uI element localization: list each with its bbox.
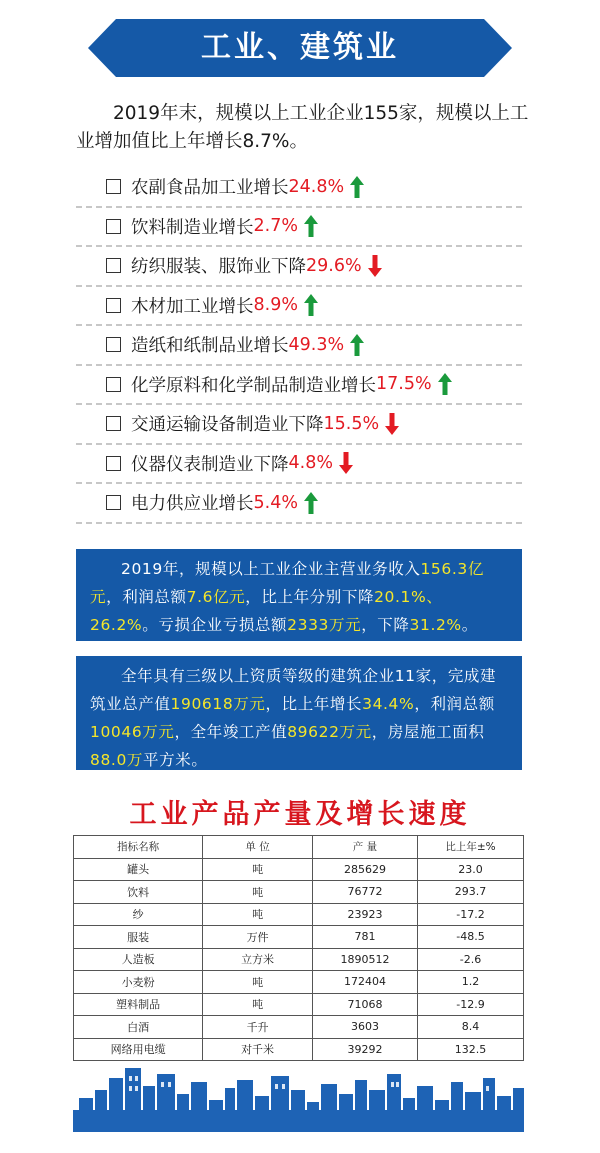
text-run: ，下降: [361, 616, 410, 634]
cell: 立方米: [203, 948, 313, 971]
text-run: 全年具有三级以上资质等级的建筑企业11家，完成建筑业总产值: [90, 667, 497, 713]
table-row: [74, 881, 524, 904]
item-value: 15.5%: [323, 413, 380, 434]
highlight-value: 89622万元: [287, 723, 372, 741]
cell: 39292: [312, 1038, 417, 1061]
cell: 人造板: [74, 948, 203, 971]
table-row: [74, 948, 524, 971]
cell: -17.2: [418, 903, 524, 926]
arrow-up-icon: [304, 215, 318, 237]
text-run: ，比上年增长: [265, 695, 363, 713]
text-run: 。: [461, 616, 478, 634]
item-value: 5.4%: [253, 492, 298, 513]
highlight-value: 34.4%: [362, 695, 415, 713]
table-row: [74, 1038, 524, 1061]
item-value: 8.9%: [253, 295, 298, 316]
item-value: 29.6%: [306, 255, 362, 276]
text-run: ，利润总额: [414, 695, 495, 713]
cell: -12.9: [418, 993, 524, 1016]
text-run: ，全年竣工产值: [174, 723, 288, 741]
text-run: ，比上年分别下降: [245, 588, 375, 606]
checkbox-icon: [106, 219, 121, 234]
highlight-value: 156.3亿元: [90, 560, 484, 606]
city-skyline-icon: [73, 1060, 524, 1132]
highlight-value: 190618万元: [170, 695, 266, 713]
cell: 吨: [203, 971, 313, 994]
highlight-value: 88.0万: [90, 751, 144, 769]
text-run: ，房屋施工面积: [371, 723, 485, 741]
cell: 172404: [312, 971, 417, 994]
section-banner: [88, 19, 512, 77]
arrow-down-icon: [339, 452, 353, 474]
highlight-value: 7.6亿元: [186, 588, 246, 606]
checkbox-icon: [106, 179, 121, 194]
highlight-value: 10046万元: [90, 723, 175, 741]
table-row: [74, 971, 524, 994]
cell: 饮料: [74, 881, 203, 904]
text-run: 。亏损企业亏损总额: [142, 616, 288, 634]
construction-box: [76, 656, 522, 770]
checkbox-icon: [106, 337, 121, 352]
item-text: 饮料制造业增长: [131, 217, 254, 238]
table-header-row: [74, 836, 524, 859]
cell: 小麦粉: [74, 971, 203, 994]
item-text: 化学原料和化学制品制造业增长: [131, 375, 376, 396]
item-text: 仪器仪表制造业下降: [131, 454, 289, 475]
item-value: 2.7%: [253, 216, 298, 237]
cell: 132.5: [418, 1038, 524, 1061]
cell: 3603: [312, 1016, 417, 1039]
cell: 吨: [203, 903, 313, 926]
item-value: 24.8%: [288, 176, 345, 197]
table-row: [74, 858, 524, 881]
cell: 万件: [203, 926, 313, 949]
industry-revenue-text: [90, 555, 508, 639]
column-header: 指标名称: [74, 836, 203, 859]
text-run: ，利润总额: [106, 588, 187, 606]
cell: 服装: [74, 926, 203, 949]
cell: 781: [312, 926, 417, 949]
cell: 285629: [312, 858, 417, 881]
cell: 23.0: [418, 858, 524, 881]
cell: 71068: [312, 993, 417, 1016]
table-row: [74, 993, 524, 1016]
arrow-up-icon: [304, 492, 318, 514]
item-text: 纺织服装、服饰业下降: [131, 257, 306, 278]
list-item: [76, 326, 522, 366]
checkbox-icon: [106, 495, 121, 510]
cell: 8.4: [418, 1016, 524, 1039]
arrow-up-icon: [438, 373, 452, 395]
column-header: 产 量: [312, 836, 417, 859]
checkbox-icon: [106, 258, 121, 273]
item-text: 木材加工业增长: [131, 296, 254, 317]
cell: -2.6: [418, 948, 524, 971]
cell: 23923: [312, 903, 417, 926]
cell: 吨: [203, 881, 313, 904]
arrow-up-icon: [350, 334, 364, 356]
item-text: 交通运输设备制造业下降: [131, 415, 324, 436]
construction-text: [90, 662, 508, 774]
item-value: 4.8%: [288, 453, 333, 474]
list-item: [76, 484, 522, 524]
list-item: [76, 405, 522, 445]
item-value: 17.5%: [376, 374, 432, 395]
cell: 吨: [203, 993, 313, 1016]
cell: -48.5: [418, 926, 524, 949]
checkbox-icon: [106, 298, 121, 313]
cell: 吨: [203, 858, 313, 881]
item-text: 造纸和纸制品业增长: [131, 336, 289, 357]
cell: 白酒: [74, 1016, 203, 1039]
table-title: 工业产品产量及增长速度: [129, 799, 471, 830]
cell: 塑料制品: [74, 993, 203, 1016]
arrow-down-icon: [385, 413, 399, 435]
arrow-down-icon: [368, 255, 382, 277]
item-text: 农副食品加工业增长: [131, 178, 289, 199]
table-row: [74, 903, 524, 926]
cell: 1890512: [312, 948, 417, 971]
cell: 网络用电缆: [74, 1038, 203, 1061]
cell: 1.2: [418, 971, 524, 994]
cell: 纱: [74, 903, 203, 926]
item-value: 49.3%: [288, 334, 345, 355]
cell: 293.7: [418, 881, 524, 904]
checkbox-icon: [106, 456, 121, 471]
list-item: [76, 445, 522, 485]
item-text: 电力供应业增长: [131, 494, 254, 515]
checkbox-icon: [106, 377, 121, 392]
highlight-value: 2333万元: [287, 616, 362, 634]
text-run: 2019年，规模以上工业企业主营业务收入: [121, 560, 421, 578]
product-output-table: [73, 835, 524, 1061]
industry-revenue-box: [76, 549, 522, 641]
arrow-up-icon: [350, 176, 364, 198]
highlight-value: 20.1%、26.2%: [90, 588, 443, 634]
cell: 76772: [312, 881, 417, 904]
table-row: [74, 926, 524, 949]
intro-paragraph: 2019年末，规模以上工业企业155家，规模以上工业增加值比上年增长8.7%。: [76, 103, 529, 152]
cell: 对千米: [203, 1038, 313, 1061]
list-item: [76, 287, 522, 327]
checkbox-icon: [106, 416, 121, 431]
highlight-value: 31.2%: [409, 616, 462, 634]
arrow-up-icon: [304, 294, 318, 316]
list-item: [76, 247, 522, 287]
list-item: [76, 208, 522, 248]
list-item: [76, 168, 522, 208]
industry-growth-list: [76, 168, 522, 524]
cell: 罐头: [74, 858, 203, 881]
section-title: 工业、建筑业: [201, 30, 399, 65]
column-header: 单 位: [203, 836, 313, 859]
list-item: [76, 366, 522, 406]
text-run: 平方米。: [143, 751, 208, 769]
table-row: [74, 1016, 524, 1039]
column-header: 比上年±%: [418, 836, 524, 859]
cell: 千升: [203, 1016, 313, 1039]
